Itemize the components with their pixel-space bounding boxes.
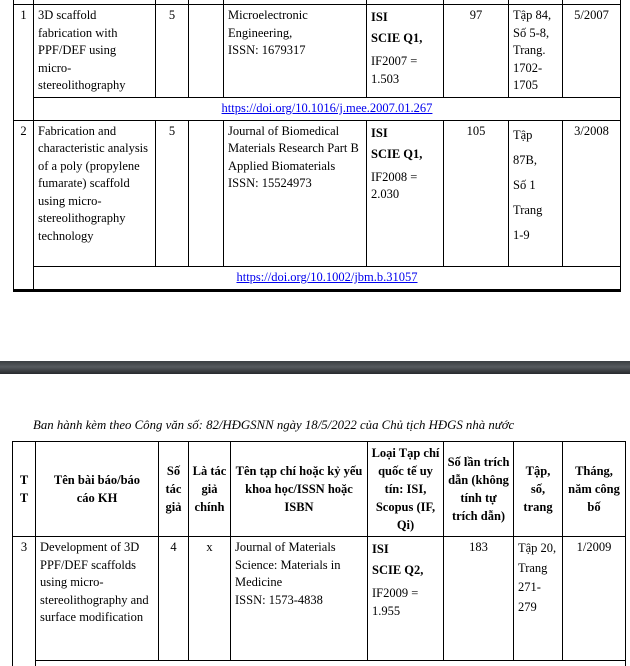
header-citations: Số lần trích dẫn (không tính tự trích dẫn) [444,442,514,537]
doi-link-row-clipped [13,661,626,666]
table-caption: Ban hành kèm theo Công văn số: 82/HĐGSNN ngày 18/5/2022 của Chủ tịch HĐGS nhà nước [33,418,515,432]
cell-author-count: 5 [156,120,189,266]
journal-issn: ISSN: 1573-4838 [235,592,323,607]
header-volume-pages: Tập, số, trang [514,442,563,537]
cell-author-count: 4 [159,537,189,661]
cell-citations: 105 [444,120,509,266]
cell-row-number: 3 [13,537,36,666]
table-row [14,120,621,266]
cell-publish-date: 1/2009 [563,537,626,661]
cell-volume-pages: Tập 87B, Số 1 Trang 1-9 [509,120,563,266]
cell-main-author: x [189,537,231,661]
publications-table-page1 [13,0,621,292]
journal-quartile: ISI SCIE Q1, [371,125,423,161]
cell-journal-type [367,120,444,266]
cell-paper-title: Fabrication and characteristic analysis of a poly (propylene fumarate) scaffold using micro-stereolithography technology [34,120,156,266]
cell-publish-date: 3/2008 [563,120,621,266]
header-main-author: Là tác giả chính [189,442,231,537]
journal-issn: ISSN: 1679317 [228,43,306,57]
cell-citations: 183 [444,537,514,661]
cell-paper-title: 3D scaffold fabrication with PPF/DEF using micro-stereolithography [34,5,156,98]
header-publish-date: Tháng, năm công bố [563,442,626,537]
cell-journal [224,5,367,98]
publications-table-page2 [12,441,626,666]
cell-main-author [189,120,224,266]
doi-link[interactable]: https://doi.org/10.1002/jbm.b.31057 [236,269,418,284]
doi-cell [36,661,626,666]
doi-cell [34,97,621,120]
impact-factor: IF2008 = 2.030 [371,169,418,201]
header-journal: Tên tạp chí hoặc kỷ yếu khoa học/ISSN hoặc ISBN [231,442,368,537]
journal-name: Microelectronic Engineering, [228,8,308,40]
doi-link[interactable]: https://doi.org/10.1016/j.mee.2007.01.267 [221,100,433,115]
cell-journal [231,537,368,661]
journal-issn: ISSN: 15524973 [228,176,312,190]
cell-volume-pages: Tập 20, Trang 271- 279 [514,537,563,661]
header-tt: TT [13,442,36,537]
cell-citations: 97 [444,5,509,98]
cell-row-number: 1 [14,5,34,121]
cell-row-number: 2 [14,120,34,290]
doi-link-row [14,266,621,290]
doi-link-row [14,97,621,120]
header-row [13,442,626,537]
cell-main-author [189,5,224,98]
doi-cell [34,266,621,290]
impact-factor: IF2009 = 1.955 [372,586,419,618]
header-author-count: Số tác giả [159,442,189,537]
cell-volume-pages: Tập 84, Số 5-8, Trang. 1702- 1705 [509,5,563,98]
cell-journal-type [367,5,444,98]
journal-name: Journal of Materials Science: Materials in Medicine [235,540,341,589]
table-row [14,5,621,98]
impact-factor: IF2007 = 1.503 [371,54,418,86]
cell-journal [224,120,367,266]
cell-author-count: 5 [156,5,189,98]
cell-journal-type [368,537,444,661]
journal-name: Journal of Biomedical Materials Research Part B Applied Biomaterials [228,123,359,173]
journal-quartile: ISI SCIE Q1, [371,10,423,45]
cell-paper-title: Development of 3D PPF/DEF scaffolds using micro-stereolithography and surface modification [36,537,159,661]
page-separator-bar [0,361,630,374]
table-row [13,537,626,661]
header-paper-title: Tên bài báo/báo cáo KH [36,442,159,537]
journal-quartile: ISI SCIE Q2, [372,542,424,577]
header-journal-type: Loại Tạp chí quốc tế uy tín: ISI, Scopus (IF, Qi) [368,442,444,537]
cell-publish-date: 5/2007 [563,5,621,98]
